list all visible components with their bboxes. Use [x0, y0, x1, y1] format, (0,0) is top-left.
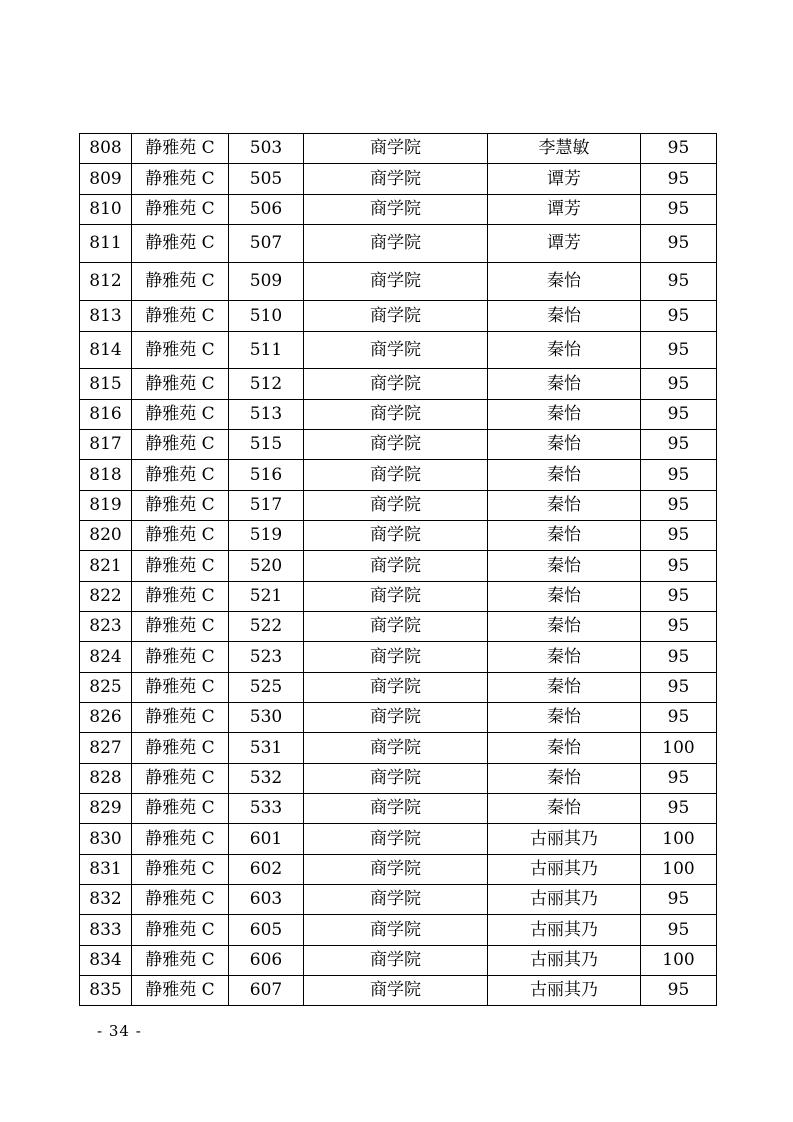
- table-row: [80, 134, 717, 164]
- table-row: [80, 582, 717, 612]
- cell-building: 静雅苑 C: [132, 733, 229, 764]
- cell-building: 静雅苑 C: [132, 460, 229, 491]
- cell-room: 525: [229, 673, 304, 703]
- cell-index: 826: [80, 703, 132, 733]
- table-row: [80, 164, 717, 195]
- cell-room: 602: [229, 855, 304, 885]
- cell-index: 819: [80, 491, 132, 521]
- table-row: [80, 824, 717, 855]
- cell-college: 商学院: [304, 612, 488, 642]
- cell-score: 95: [641, 885, 717, 915]
- cell-room: 522: [229, 612, 304, 642]
- cell-building: 静雅苑 C: [132, 855, 229, 885]
- cell-counselor: 古丽其乃: [488, 915, 641, 946]
- cell-college: 商学院: [304, 263, 488, 301]
- table-row: [80, 673, 717, 703]
- cell-college: 商学院: [304, 824, 488, 855]
- cell-score: 95: [641, 976, 717, 1006]
- table-row: [80, 195, 717, 225]
- cell-room: 505: [229, 164, 304, 195]
- cell-room: 532: [229, 764, 304, 794]
- table-row: [80, 612, 717, 642]
- cell-score: 95: [641, 430, 717, 460]
- cell-index: 830: [80, 824, 132, 855]
- cell-index: 831: [80, 855, 132, 885]
- cell-counselor: 秦怡: [488, 733, 641, 764]
- cell-counselor: 秦怡: [488, 301, 641, 332]
- cell-room: 510: [229, 301, 304, 332]
- cell-score: 95: [641, 369, 717, 400]
- table-row: [80, 301, 717, 332]
- table-body: [80, 134, 717, 1006]
- cell-building: 静雅苑 C: [132, 673, 229, 703]
- cell-room: 509: [229, 263, 304, 301]
- cell-building: 静雅苑 C: [132, 794, 229, 824]
- cell-score: 95: [641, 134, 717, 164]
- cell-building: 静雅苑 C: [132, 225, 229, 263]
- cell-room: 603: [229, 885, 304, 915]
- cell-college: 商学院: [304, 400, 488, 430]
- cell-college: 商学院: [304, 642, 488, 673]
- cell-building: 静雅苑 C: [132, 134, 229, 164]
- cell-counselor: 谭芳: [488, 195, 641, 225]
- cell-counselor: 秦怡: [488, 460, 641, 491]
- cell-building: 静雅苑 C: [132, 885, 229, 915]
- cell-room: 533: [229, 794, 304, 824]
- cell-score: 95: [641, 703, 717, 733]
- cell-index: 824: [80, 642, 132, 673]
- cell-college: 商学院: [304, 915, 488, 946]
- cell-room: 530: [229, 703, 304, 733]
- cell-index: 817: [80, 430, 132, 460]
- cell-college: 商学院: [304, 430, 488, 460]
- cell-building: 静雅苑 C: [132, 642, 229, 673]
- table-row: [80, 703, 717, 733]
- cell-counselor: 秦怡: [488, 263, 641, 301]
- cell-index: 821: [80, 551, 132, 582]
- cell-building: 静雅苑 C: [132, 164, 229, 195]
- cell-score: 95: [641, 491, 717, 521]
- table-row: [80, 885, 717, 915]
- cell-index: 829: [80, 794, 132, 824]
- cell-counselor: 秦怡: [488, 332, 641, 369]
- cell-college: 商学院: [304, 733, 488, 764]
- cell-building: 静雅苑 C: [132, 400, 229, 430]
- cell-index: 823: [80, 612, 132, 642]
- cell-room: 512: [229, 369, 304, 400]
- cell-college: 商学院: [304, 764, 488, 794]
- cell-counselor: 秦怡: [488, 703, 641, 733]
- cell-building: 静雅苑 C: [132, 430, 229, 460]
- cell-index: 833: [80, 915, 132, 946]
- cell-counselor: 秦怡: [488, 582, 641, 612]
- table-row: [80, 946, 717, 976]
- cell-score: 95: [641, 521, 717, 551]
- cell-score: 95: [641, 301, 717, 332]
- dorm-score-table: [79, 133, 717, 1006]
- cell-index: 828: [80, 764, 132, 794]
- cell-counselor: 秦怡: [488, 673, 641, 703]
- cell-counselor: 秦怡: [488, 764, 641, 794]
- cell-room: 503: [229, 134, 304, 164]
- cell-college: 商学院: [304, 885, 488, 915]
- cell-room: 511: [229, 332, 304, 369]
- cell-building: 静雅苑 C: [132, 764, 229, 794]
- table-row: [80, 642, 717, 673]
- table-row: [80, 855, 717, 885]
- cell-building: 静雅苑 C: [132, 369, 229, 400]
- cell-college: 商学院: [304, 134, 488, 164]
- cell-college: 商学院: [304, 225, 488, 263]
- cell-room: 531: [229, 733, 304, 764]
- cell-room: 515: [229, 430, 304, 460]
- cell-college: 商学院: [304, 491, 488, 521]
- cell-score: 95: [641, 195, 717, 225]
- cell-score: 95: [641, 612, 717, 642]
- cell-room: 601: [229, 824, 304, 855]
- cell-counselor: 秦怡: [488, 430, 641, 460]
- cell-counselor: 古丽其乃: [488, 855, 641, 885]
- cell-college: 商学院: [304, 855, 488, 885]
- cell-score: 95: [641, 460, 717, 491]
- cell-score: 95: [641, 764, 717, 794]
- cell-score: 100: [641, 946, 717, 976]
- cell-building: 静雅苑 C: [132, 703, 229, 733]
- cell-room: 605: [229, 915, 304, 946]
- cell-score: 100: [641, 733, 717, 764]
- cell-building: 静雅苑 C: [132, 612, 229, 642]
- cell-room: 513: [229, 400, 304, 430]
- cell-index: 813: [80, 301, 132, 332]
- cell-counselor: 李慧敏: [488, 134, 641, 164]
- cell-score: 95: [641, 332, 717, 369]
- cell-index: 818: [80, 460, 132, 491]
- cell-score: 95: [641, 263, 717, 301]
- cell-counselor: 秦怡: [488, 794, 641, 824]
- cell-index: 825: [80, 673, 132, 703]
- cell-score: 95: [641, 642, 717, 673]
- cell-college: 商学院: [304, 332, 488, 369]
- cell-college: 商学院: [304, 301, 488, 332]
- cell-counselor: 古丽其乃: [488, 824, 641, 855]
- table-row: [80, 551, 717, 582]
- cell-score: 95: [641, 582, 717, 612]
- cell-room: 521: [229, 582, 304, 612]
- cell-college: 商学院: [304, 703, 488, 733]
- cell-college: 商学院: [304, 673, 488, 703]
- cell-score: 95: [641, 794, 717, 824]
- cell-index: 810: [80, 195, 132, 225]
- cell-room: 523: [229, 642, 304, 673]
- table-row: [80, 225, 717, 263]
- cell-room: 519: [229, 521, 304, 551]
- cell-college: 商学院: [304, 369, 488, 400]
- cell-index: 834: [80, 946, 132, 976]
- table-row: [80, 733, 717, 764]
- cell-room: 507: [229, 225, 304, 263]
- table-row: [80, 521, 717, 551]
- table-row: [80, 263, 717, 301]
- cell-counselor: 秦怡: [488, 612, 641, 642]
- cell-score: 100: [641, 855, 717, 885]
- cell-college: 商学院: [304, 976, 488, 1006]
- cell-index: 812: [80, 263, 132, 301]
- cell-building: 静雅苑 C: [132, 332, 229, 369]
- cell-building: 静雅苑 C: [132, 263, 229, 301]
- cell-counselor: 秦怡: [488, 400, 641, 430]
- cell-room: 517: [229, 491, 304, 521]
- cell-room: 607: [229, 976, 304, 1006]
- cell-score: 95: [641, 551, 717, 582]
- cell-index: 832: [80, 885, 132, 915]
- cell-building: 静雅苑 C: [132, 551, 229, 582]
- cell-index: 820: [80, 521, 132, 551]
- table-row: [80, 460, 717, 491]
- page-number: - 34 -: [97, 1022, 142, 1040]
- cell-counselor: 秦怡: [488, 521, 641, 551]
- table-row: [80, 430, 717, 460]
- cell-index: 822: [80, 582, 132, 612]
- cell-counselor: 秦怡: [488, 551, 641, 582]
- cell-index: 816: [80, 400, 132, 430]
- cell-score: 95: [641, 915, 717, 946]
- table-row: [80, 369, 717, 400]
- cell-building: 静雅苑 C: [132, 946, 229, 976]
- cell-room: 516: [229, 460, 304, 491]
- cell-index: 808: [80, 134, 132, 164]
- cell-building: 静雅苑 C: [132, 521, 229, 551]
- cell-index: 827: [80, 733, 132, 764]
- cell-index: 815: [80, 369, 132, 400]
- cell-index: 809: [80, 164, 132, 195]
- cell-score: 100: [641, 824, 717, 855]
- table-row: [80, 332, 717, 369]
- cell-room: 506: [229, 195, 304, 225]
- cell-score: 95: [641, 164, 717, 195]
- table-row: [80, 400, 717, 430]
- cell-counselor: 秦怡: [488, 369, 641, 400]
- cell-index: 835: [80, 976, 132, 1006]
- cell-counselor: 谭芳: [488, 225, 641, 263]
- cell-building: 静雅苑 C: [132, 582, 229, 612]
- cell-counselor: 古丽其乃: [488, 946, 641, 976]
- cell-college: 商学院: [304, 794, 488, 824]
- cell-counselor: 秦怡: [488, 491, 641, 521]
- cell-score: 95: [641, 673, 717, 703]
- cell-building: 静雅苑 C: [132, 301, 229, 332]
- table-row: [80, 976, 717, 1006]
- table-row: [80, 915, 717, 946]
- cell-college: 商学院: [304, 521, 488, 551]
- cell-score: 95: [641, 400, 717, 430]
- cell-counselor: 谭芳: [488, 164, 641, 195]
- cell-college: 商学院: [304, 551, 488, 582]
- cell-index: 814: [80, 332, 132, 369]
- cell-counselor: 秦怡: [488, 642, 641, 673]
- cell-college: 商学院: [304, 460, 488, 491]
- cell-room: 520: [229, 551, 304, 582]
- cell-counselor: 古丽其乃: [488, 885, 641, 915]
- cell-index: 811: [80, 225, 132, 263]
- cell-building: 静雅苑 C: [132, 915, 229, 946]
- cell-counselor: 古丽其乃: [488, 976, 641, 1006]
- cell-college: 商学院: [304, 195, 488, 225]
- cell-college: 商学院: [304, 582, 488, 612]
- cell-building: 静雅苑 C: [132, 491, 229, 521]
- cell-building: 静雅苑 C: [132, 824, 229, 855]
- cell-building: 静雅苑 C: [132, 195, 229, 225]
- cell-building: 静雅苑 C: [132, 976, 229, 1006]
- cell-college: 商学院: [304, 164, 488, 195]
- cell-college: 商学院: [304, 946, 488, 976]
- table-row: [80, 794, 717, 824]
- table-row: [80, 491, 717, 521]
- cell-room: 606: [229, 946, 304, 976]
- cell-score: 95: [641, 225, 717, 263]
- table-row: [80, 764, 717, 794]
